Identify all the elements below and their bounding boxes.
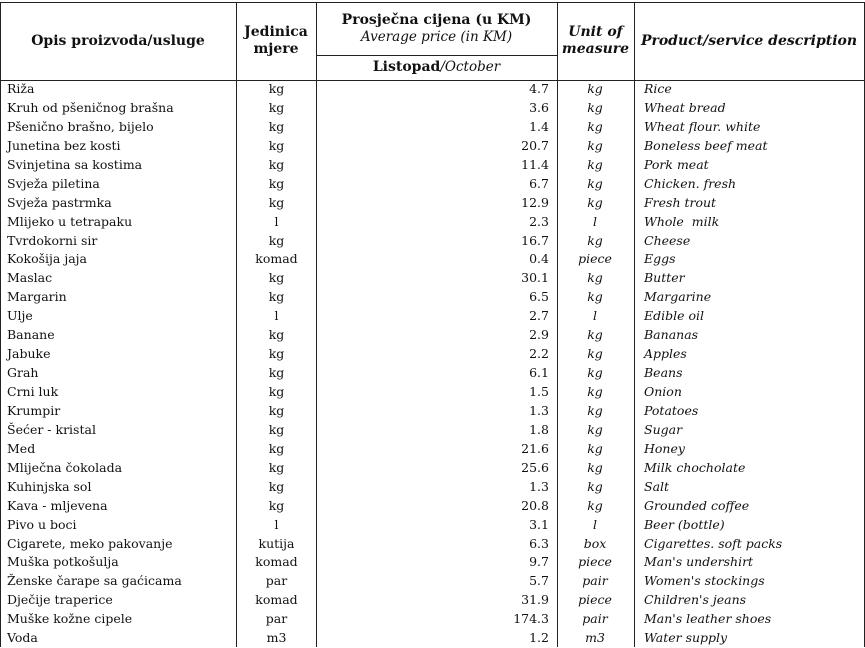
- table-row: [0, 535, 865, 554]
- cell-unit-en: piece: [578, 251, 612, 267]
- cell-unit-en: kg: [587, 175, 603, 191]
- table-row: [0, 383, 865, 402]
- table-row: [0, 213, 865, 232]
- cell-desc: Jabuke: [7, 346, 51, 362]
- cell-unit-en: kg: [587, 118, 603, 134]
- cell-price: 25.6: [521, 459, 549, 475]
- cell-price: 1.3: [529, 402, 549, 418]
- cell-desc-en: Honey: [644, 440, 685, 456]
- cell-unit: kg: [268, 402, 285, 418]
- cell-desc-en: Fresh trout: [644, 194, 717, 210]
- cell-unit-en: kg: [587, 99, 603, 115]
- cell-unit: kg: [268, 137, 285, 153]
- cell-unit-en: piece: [578, 592, 612, 608]
- cell-desc-en: Onion: [644, 384, 682, 399]
- cell-unit: komad: [255, 554, 298, 570]
- cell-price: 11.4: [521, 156, 549, 172]
- table-row: [0, 516, 865, 535]
- cell-unit-en: kg: [587, 137, 603, 153]
- header-price-bs: Prosječna cijena (u KM): [341, 11, 532, 28]
- cell-desc-en: Milk chocholate: [644, 459, 746, 475]
- cell-desc: Tvrdokorni sir: [7, 232, 98, 248]
- cell-desc-en: Beans: [644, 365, 683, 381]
- cell-unit: kg: [268, 232, 285, 248]
- cell-unit-en: kg: [587, 478, 603, 494]
- cell-desc: Riža: [7, 81, 35, 96]
- cell-desc: Grah: [7, 365, 39, 381]
- table-row: [0, 99, 865, 118]
- cell-desc: Kuhinjska sol: [7, 478, 92, 494]
- cell-unit: m3: [266, 630, 287, 646]
- table-body: [0, 80, 865, 648]
- header-unit-en-line2: measure: [561, 41, 630, 57]
- cell-unit-en: kg: [587, 346, 603, 362]
- cell-desc: Svježa pastrmka: [7, 194, 112, 210]
- cell-price: 2.9: [529, 327, 549, 343]
- cell-desc-en: Salt: [644, 478, 670, 494]
- cell-unit: kg: [268, 81, 285, 96]
- cell-desc-en: Butter: [644, 270, 685, 286]
- cell-unit-en: m3: [585, 630, 605, 646]
- cell-desc-en: Water supply: [644, 630, 728, 646]
- cell-unit: kg: [268, 270, 285, 286]
- cell-unit: kg: [268, 289, 285, 305]
- cell-desc: Krumpir: [7, 402, 61, 418]
- cell-desc-en: Man's leather shoes: [644, 611, 772, 627]
- cell-unit: kg: [268, 440, 285, 456]
- table-row: [0, 118, 865, 137]
- cell-price: 1.3: [529, 478, 549, 494]
- cell-unit: kg: [268, 194, 285, 210]
- cell-price: 9.7: [529, 554, 549, 570]
- cell-desc: Cigarete, meko pakovanje: [7, 535, 173, 551]
- cell-unit-en: kg: [587, 270, 603, 286]
- table-row: [0, 572, 865, 591]
- cell-unit-en: l: [593, 213, 597, 229]
- table-row: [0, 307, 865, 326]
- cell-unit: kg: [268, 497, 285, 513]
- cell-unit-en: kg: [587, 421, 603, 437]
- cell-unit: par: [265, 611, 288, 627]
- cell-unit-en: kg: [587, 156, 603, 172]
- cell-price: 2.7: [529, 308, 549, 324]
- cell-price: 0.4: [529, 251, 549, 267]
- table-row: [0, 288, 865, 307]
- cell-price: 3.1: [529, 516, 549, 532]
- cell-price: 20.7: [521, 137, 549, 153]
- cell-price: 1.5: [529, 384, 549, 399]
- cell-desc-en: Wheat bread: [644, 99, 726, 115]
- header-unit-en: [557, 2, 634, 80]
- cell-desc-en: Wheat flour. white: [644, 118, 761, 134]
- cell-price: 1.4: [529, 118, 549, 134]
- cell-unit-en: pair: [582, 611, 608, 627]
- table-row: [0, 553, 865, 572]
- header-month: [316, 55, 557, 80]
- cell-unit-en: kg: [587, 402, 603, 418]
- header-price: [316, 2, 557, 55]
- cell-desc-en: Edible oil: [644, 308, 705, 324]
- cell-unit: kg: [268, 175, 285, 191]
- header-unit-bs-line2: mjere: [253, 41, 299, 57]
- cell-price: 16.7: [521, 232, 549, 248]
- cell-desc: Med: [7, 440, 36, 456]
- table-row: [0, 364, 865, 383]
- cell-desc: Šećer - kristal: [7, 421, 96, 437]
- cell-unit-en: kg: [587, 365, 603, 381]
- header-desc-en: [634, 2, 864, 80]
- cell-unit-en: kg: [587, 497, 603, 513]
- cell-unit: kg: [268, 421, 285, 437]
- cell-desc-en: Eggs: [644, 251, 676, 267]
- table-row: [0, 629, 865, 648]
- header-desc-bs-label: Opis proizvoda/usluge: [31, 32, 205, 49]
- cell-desc: Banane: [7, 327, 55, 343]
- cell-desc-en: Cigarettes. soft packs: [644, 535, 783, 551]
- table-row: [0, 440, 865, 459]
- header-month-en: October: [444, 59, 501, 75]
- cell-unit-en: kg: [587, 440, 603, 456]
- cell-unit: kg: [268, 118, 285, 134]
- table-row: [0, 80, 865, 99]
- table-row: [0, 326, 865, 345]
- header-price-en: Average price (in KM): [360, 28, 513, 45]
- cell-unit: kg: [268, 156, 285, 172]
- cell-desc: Crni luk: [7, 384, 59, 399]
- cell-desc-en: Grounded coffee: [644, 497, 750, 513]
- header-desc-en-label: Product/service description: [640, 32, 858, 49]
- cell-unit: kg: [268, 327, 285, 343]
- cell-price: 6.7: [529, 175, 549, 191]
- cell-unit-en: kg: [587, 289, 603, 305]
- cell-price: 31.9: [521, 592, 549, 608]
- header-unit-bs-line1: Jedinica: [244, 24, 308, 40]
- cell-unit: kutija: [258, 535, 295, 551]
- cell-unit-en: kg: [587, 384, 603, 399]
- cell-desc-en: Whole milk: [644, 213, 720, 229]
- cell-desc-en: Beer (bottle): [644, 516, 725, 532]
- cell-price: 5.7: [529, 573, 549, 589]
- header-desc-bs: [0, 2, 236, 80]
- table-row: [0, 269, 865, 288]
- cell-desc: Mliječna čokolada: [7, 459, 123, 475]
- cell-desc: Margarin: [7, 289, 67, 305]
- cell-desc: Muška potkošulja: [7, 554, 119, 570]
- cell-unit-en: piece: [578, 554, 612, 570]
- cell-price: 6.3: [529, 535, 549, 551]
- cell-unit: komad: [255, 251, 298, 267]
- cell-unit-en: kg: [587, 194, 603, 210]
- header-unit-bs: [236, 2, 316, 80]
- cell-price: 2.3: [529, 213, 549, 229]
- header-month-label: [373, 59, 500, 76]
- cell-unit-en: kg: [587, 327, 603, 343]
- cell-unit-en: box: [583, 535, 607, 551]
- cell-unit-en: kg: [587, 459, 603, 475]
- cell-desc-en: Pork meat: [644, 156, 709, 172]
- cell-desc-en: Children's jeans: [644, 592, 747, 608]
- cell-price: 6.1: [529, 365, 549, 381]
- cell-unit: komad: [255, 592, 298, 608]
- cell-desc-en: Rice: [644, 81, 672, 96]
- cell-unit: kg: [268, 365, 285, 381]
- cell-price: 3.6: [529, 99, 549, 115]
- cell-unit: l: [274, 516, 279, 532]
- cell-desc: Voda: [7, 630, 38, 646]
- cell-unit-en: pair: [582, 573, 608, 589]
- cell-unit: kg: [268, 384, 285, 399]
- cell-unit: kg: [268, 99, 285, 115]
- cell-desc-en: Sugar: [644, 421, 683, 437]
- cell-desc: Junetina bez kosti: [7, 137, 121, 153]
- table-row: [0, 194, 865, 213]
- cell-price: 21.6: [521, 440, 549, 456]
- table-row: [0, 137, 865, 156]
- cell-desc-en: Bananas: [644, 327, 699, 343]
- header-month-sep: /: [440, 59, 445, 75]
- cell-price: 12.9: [521, 194, 549, 210]
- cell-desc-en: Man's undershirt: [644, 554, 754, 570]
- cell-desc: Kava - mljevena: [7, 497, 108, 513]
- cell-price: 2.2: [529, 346, 549, 362]
- cell-price: 30.1: [521, 270, 549, 286]
- cell-unit: par: [265, 573, 288, 589]
- cell-price: 1.2: [529, 630, 549, 646]
- cell-desc: Svježa piletina: [7, 175, 100, 191]
- cell-desc: Mlijeko u tetrapaku: [7, 213, 133, 229]
- cell-price: 174.3: [513, 611, 549, 627]
- table-row: [0, 421, 865, 440]
- cell-desc-en: Women's stockings: [644, 573, 765, 589]
- cell-unit-en: kg: [587, 81, 603, 96]
- cell-desc: Kokošija jaja: [7, 251, 87, 267]
- cell-desc-en: Apples: [644, 346, 687, 362]
- cell-price: 20.8: [521, 497, 549, 513]
- table-row: [0, 175, 865, 194]
- table-row: [0, 232, 865, 251]
- cell-desc: Ulje: [7, 308, 33, 324]
- table-row: [0, 497, 865, 516]
- cell-unit: l: [274, 213, 279, 229]
- cell-desc: Kruh od pšeničnog brašna: [7, 99, 174, 115]
- cell-unit: kg: [268, 478, 285, 494]
- cell-price: 1.8: [529, 421, 549, 437]
- cell-desc-en: Boneless beef meat: [644, 137, 768, 153]
- cell-desc-en: Potatoes: [644, 402, 699, 418]
- table-row: [0, 345, 865, 364]
- cell-desc: Maslac: [7, 270, 53, 286]
- cell-desc: Svinjetina sa kostima: [7, 156, 143, 172]
- cell-desc: Dječije traperice: [7, 592, 113, 608]
- cell-desc-en: Margarine: [644, 289, 712, 305]
- table-row: [0, 250, 865, 269]
- table-row: [0, 478, 865, 497]
- cell-desc: Pšenično brašno, bijelo: [7, 118, 154, 134]
- table-row: [0, 459, 865, 478]
- cell-desc-en: Chicken. fresh: [644, 175, 737, 191]
- cell-price: 4.7: [529, 81, 549, 96]
- header-unit-en-line1: Unit of: [568, 24, 623, 40]
- cell-desc: Muške kožne cipele: [7, 611, 133, 627]
- cell-unit: kg: [268, 459, 285, 475]
- table-row: [0, 591, 865, 610]
- table-row: [0, 156, 865, 175]
- table-row: [0, 402, 865, 421]
- cell-desc: Pivo u boci: [7, 516, 77, 532]
- cell-unit-en: l: [593, 308, 597, 324]
- cell-unit: l: [274, 308, 279, 324]
- cell-price: 6.5: [529, 289, 549, 305]
- cell-unit: kg: [268, 346, 285, 362]
- cell-desc-en: Cheese: [644, 232, 691, 248]
- table-row: [0, 610, 865, 629]
- cell-unit-en: l: [593, 516, 597, 532]
- cell-unit-en: kg: [587, 232, 603, 248]
- cell-desc: Ženske čarape sa gaćicama: [7, 573, 182, 589]
- header-month-bs: Listopad: [372, 59, 441, 75]
